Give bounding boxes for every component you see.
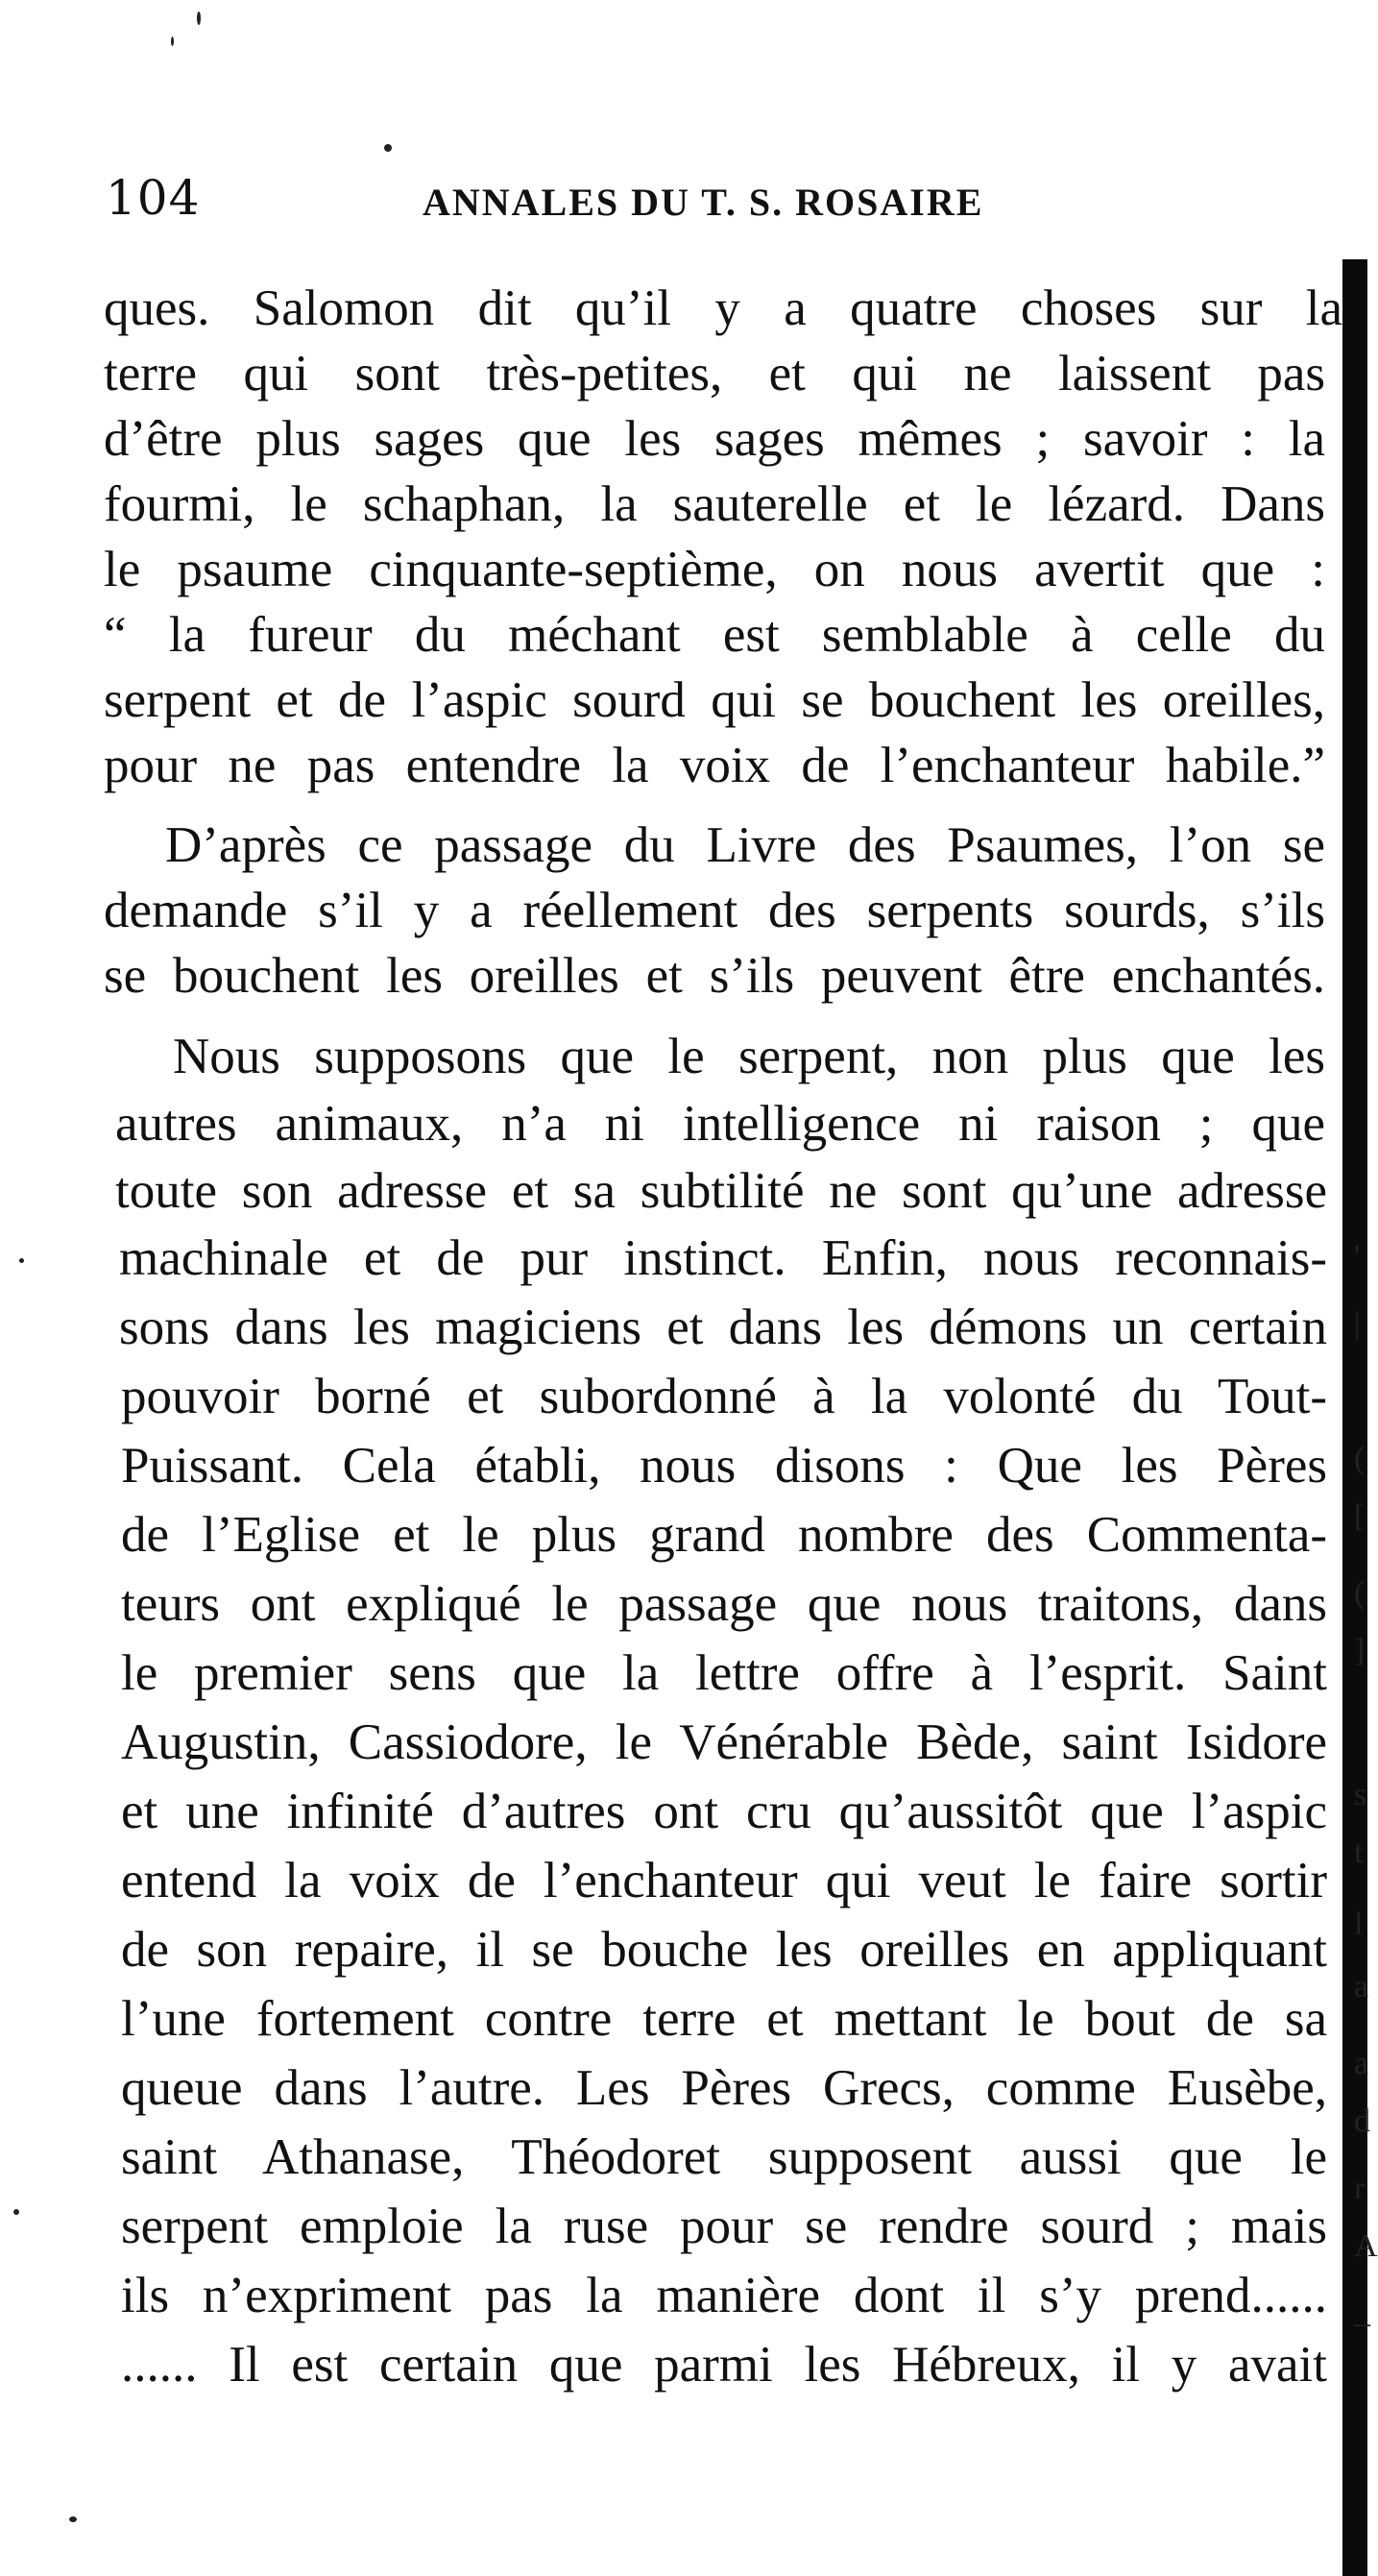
margin-mark: a [1354, 2046, 1369, 2081]
text-line: entend la voix de l’enchanteur qui veut le faire sortir [121, 1853, 1327, 1908]
text-line: serpent et de l’aspic sourd qui se bouchent les oreilles, [104, 672, 1325, 728]
margin-mark: ' [1354, 1239, 1361, 1275]
text-line: le premier sens que la lettre offre à l’esprit. Saint [121, 1645, 1327, 1701]
text-line: ques. Salomon dit qu’il y a quatre choses sur la [104, 280, 1342, 336]
text-line: demande s’il y a réellement des serpents sourds, s’ils [104, 883, 1325, 938]
margin-mark: – [1354, 2305, 1370, 2341]
text-line: Puissant. Cela établi, nous disons : Que les Pères [121, 1438, 1327, 1494]
scan-speck [19, 1258, 24, 1263]
margin-mark: a [1354, 1969, 1369, 2005]
text-line: queue dans l’autre. Les Pères Grecs, comme Eusèbe, [121, 2060, 1327, 2116]
text-line: teurs ont expliqué le passage que nous traitons, dans [121, 1576, 1327, 1632]
margin-mark: r [1354, 2171, 1366, 2206]
text-line: se bouchent les oreilles et s’ils peuvent être enchantés. [104, 948, 1325, 1004]
margin-mark: t [1354, 1835, 1364, 1870]
scan-speck [171, 36, 174, 46]
page-header [106, 158, 1344, 235]
text-line: ...... Il est certain que parmi les Hébreux, il y avait [121, 2337, 1327, 2393]
margin-mark: s [1354, 1777, 1367, 1812]
text-line: D’après ce passage du Livre des Psaumes, l’on se [165, 817, 1325, 873]
scan-speck [13, 2209, 19, 2215]
margin-mark: [ [1354, 1498, 1366, 1534]
text-line: “ la fureur du méchant est semblable à celle du [104, 607, 1325, 663]
scan-speck [69, 2516, 77, 2522]
margin-mark: A [1354, 2228, 1378, 2264]
text-line: le psaume cinquante-septième, on nous avertit que : [104, 542, 1325, 597]
margin-mark: ( [1354, 1575, 1366, 1611]
text-line: fourmi, le schaphan, la sauterelle et le lézard. Dans [104, 476, 1325, 532]
text-line: d’être plus sages que les sages mêmes ; savoir : la [104, 411, 1325, 467]
scan-speck [197, 12, 201, 25]
text-line: de son repaire, il se bouche les oreilles en appliquant [121, 1922, 1327, 1978]
page-number: 104 [106, 170, 201, 226]
text-line: pour ne pas entendre la voix de l’enchanteur habile.” [104, 738, 1325, 793]
text-line: et une infinité d’autres ont cru qu’aussitôt que l’aspic [121, 1784, 1327, 1839]
text-line: Nous supposons que le serpent, non plus que les [173, 1029, 1325, 1084]
margin-mark: | [1354, 1306, 1361, 1342]
text-line: machinale et de pur instinct. Enfin, nous reconnais- [119, 1230, 1327, 1286]
margin-mark: l [1354, 1907, 1364, 1942]
margin-mark: d [1354, 2103, 1370, 2139]
text-line: saint Athanase, Théodoret supposent aussi que le [121, 2129, 1327, 2185]
text-line: ils n’expriment pas la manière dont il s’y prend...... [121, 2268, 1327, 2323]
text-line: sons dans les magiciens et dans les démons un certain [119, 1300, 1327, 1355]
text-line: toute son adresse et sa subtilité ne sont qu’une adresse [115, 1163, 1327, 1219]
running-title: ANNALES DU T. S. ROSAIRE [423, 181, 984, 224]
text-line: terre qui sont très-petites, et qui ne laissent pas [104, 346, 1325, 401]
text-line: pouvoir borné et subordonné à la volonté du Tout- [121, 1369, 1327, 1424]
scan-speck [384, 144, 392, 152]
margin-mark: ] [1354, 1633, 1366, 1668]
margin-mark: ( [1354, 1441, 1366, 1476]
text-line: Augustin, Cassiodore, le Vénérable Bède, saint Isidore [121, 1714, 1327, 1770]
text-line: l’une fortement contre terre et mettant le bout de sa [121, 1991, 1327, 2047]
text-line: autres animaux, n’a ni intelligence ni raison ; que [115, 1096, 1325, 1152]
text-line: de l’Eglise et le plus grand nombre des Commenta- [121, 1507, 1327, 1563]
text-line: serpent emploie la ruse pour se rendre sourd ; mais [121, 2199, 1327, 2254]
